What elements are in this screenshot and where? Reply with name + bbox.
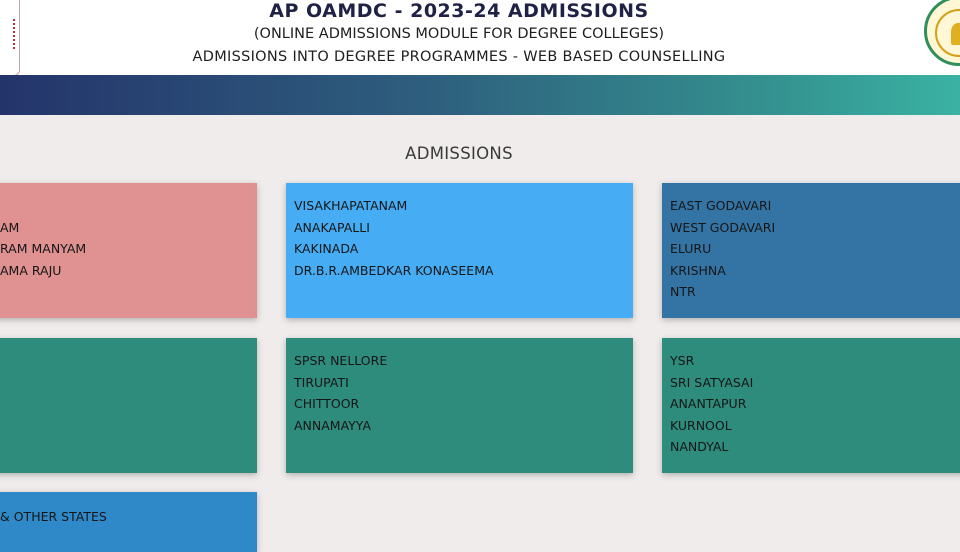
page-tagline: ADMISSIONS INTO DEGREE PROGRAMMES - WEB BASED COUNSELLING — [192, 49, 726, 65]
district-card-1[interactable] — [0, 183, 257, 318]
district-link[interactable]: EAST GODAVARI — [670, 198, 772, 213]
district-link[interactable]: AM — [0, 219, 20, 235]
district-link[interactable]: & OTHER STATES — [0, 509, 107, 524]
page-subtitle: (ONLINE ADMISSIONS MODULE FOR DEGREE COLLEGES) — [253, 26, 665, 42]
district-link[interactable]: KAKINADA — [294, 241, 359, 256]
district-link[interactable]: AMA RAJU — [0, 262, 62, 278]
district-link[interactable]: ANANTAPUR — [670, 396, 747, 411]
district-card-6[interactable] — [662, 338, 960, 473]
district-link[interactable]: TIRUPATI — [294, 374, 349, 390]
district-link[interactable]: NTR — [670, 284, 696, 299]
district-link[interactable]: VISAKHAPATANAM — [294, 198, 408, 213]
district-link[interactable]: WEST GODAVARI — [670, 219, 776, 235]
district-card-7[interactable] — [0, 492, 257, 552]
district-link[interactable]: ANAKAPALLI — [294, 219, 370, 235]
district-card-5[interactable] — [286, 338, 633, 473]
district-link[interactable]: KURNOOL — [670, 417, 732, 433]
district-link[interactable]: NANDYAL — [670, 439, 729, 454]
district-link[interactable]: ELURU — [670, 241, 712, 256]
page-title: AP OAMDC - 2023-24 ADMISSIONS — [269, 0, 649, 22]
district-link[interactable]: YSR — [670, 353, 695, 368]
district-card-3[interactable] — [662, 183, 960, 318]
gradient-banner — [0, 75, 960, 115]
district-link[interactable]: KRISHNA — [670, 262, 726, 278]
district-link[interactable]: ANNAMAYYA — [294, 417, 372, 433]
section-title: ADMISSIONS — [405, 144, 513, 163]
page-header — [0, 0, 960, 75]
ap-state-emblem-logo — [924, 0, 960, 66]
district-link[interactable] — [0, 195, 257, 217]
district-card-4[interactable] — [0, 338, 257, 473]
district-card-2[interactable] — [286, 183, 633, 318]
district-link[interactable]: CHITTOOR — [294, 396, 360, 411]
district-link[interactable]: RAM MANYAM — [0, 241, 87, 256]
district-link[interactable]: DR.B.R.AMBEDKAR KONASEEMA — [294, 262, 494, 278]
district-link[interactable]: SRI SATYASAI — [670, 374, 754, 390]
district-link[interactable]: SPSR NELLORE — [294, 353, 388, 368]
